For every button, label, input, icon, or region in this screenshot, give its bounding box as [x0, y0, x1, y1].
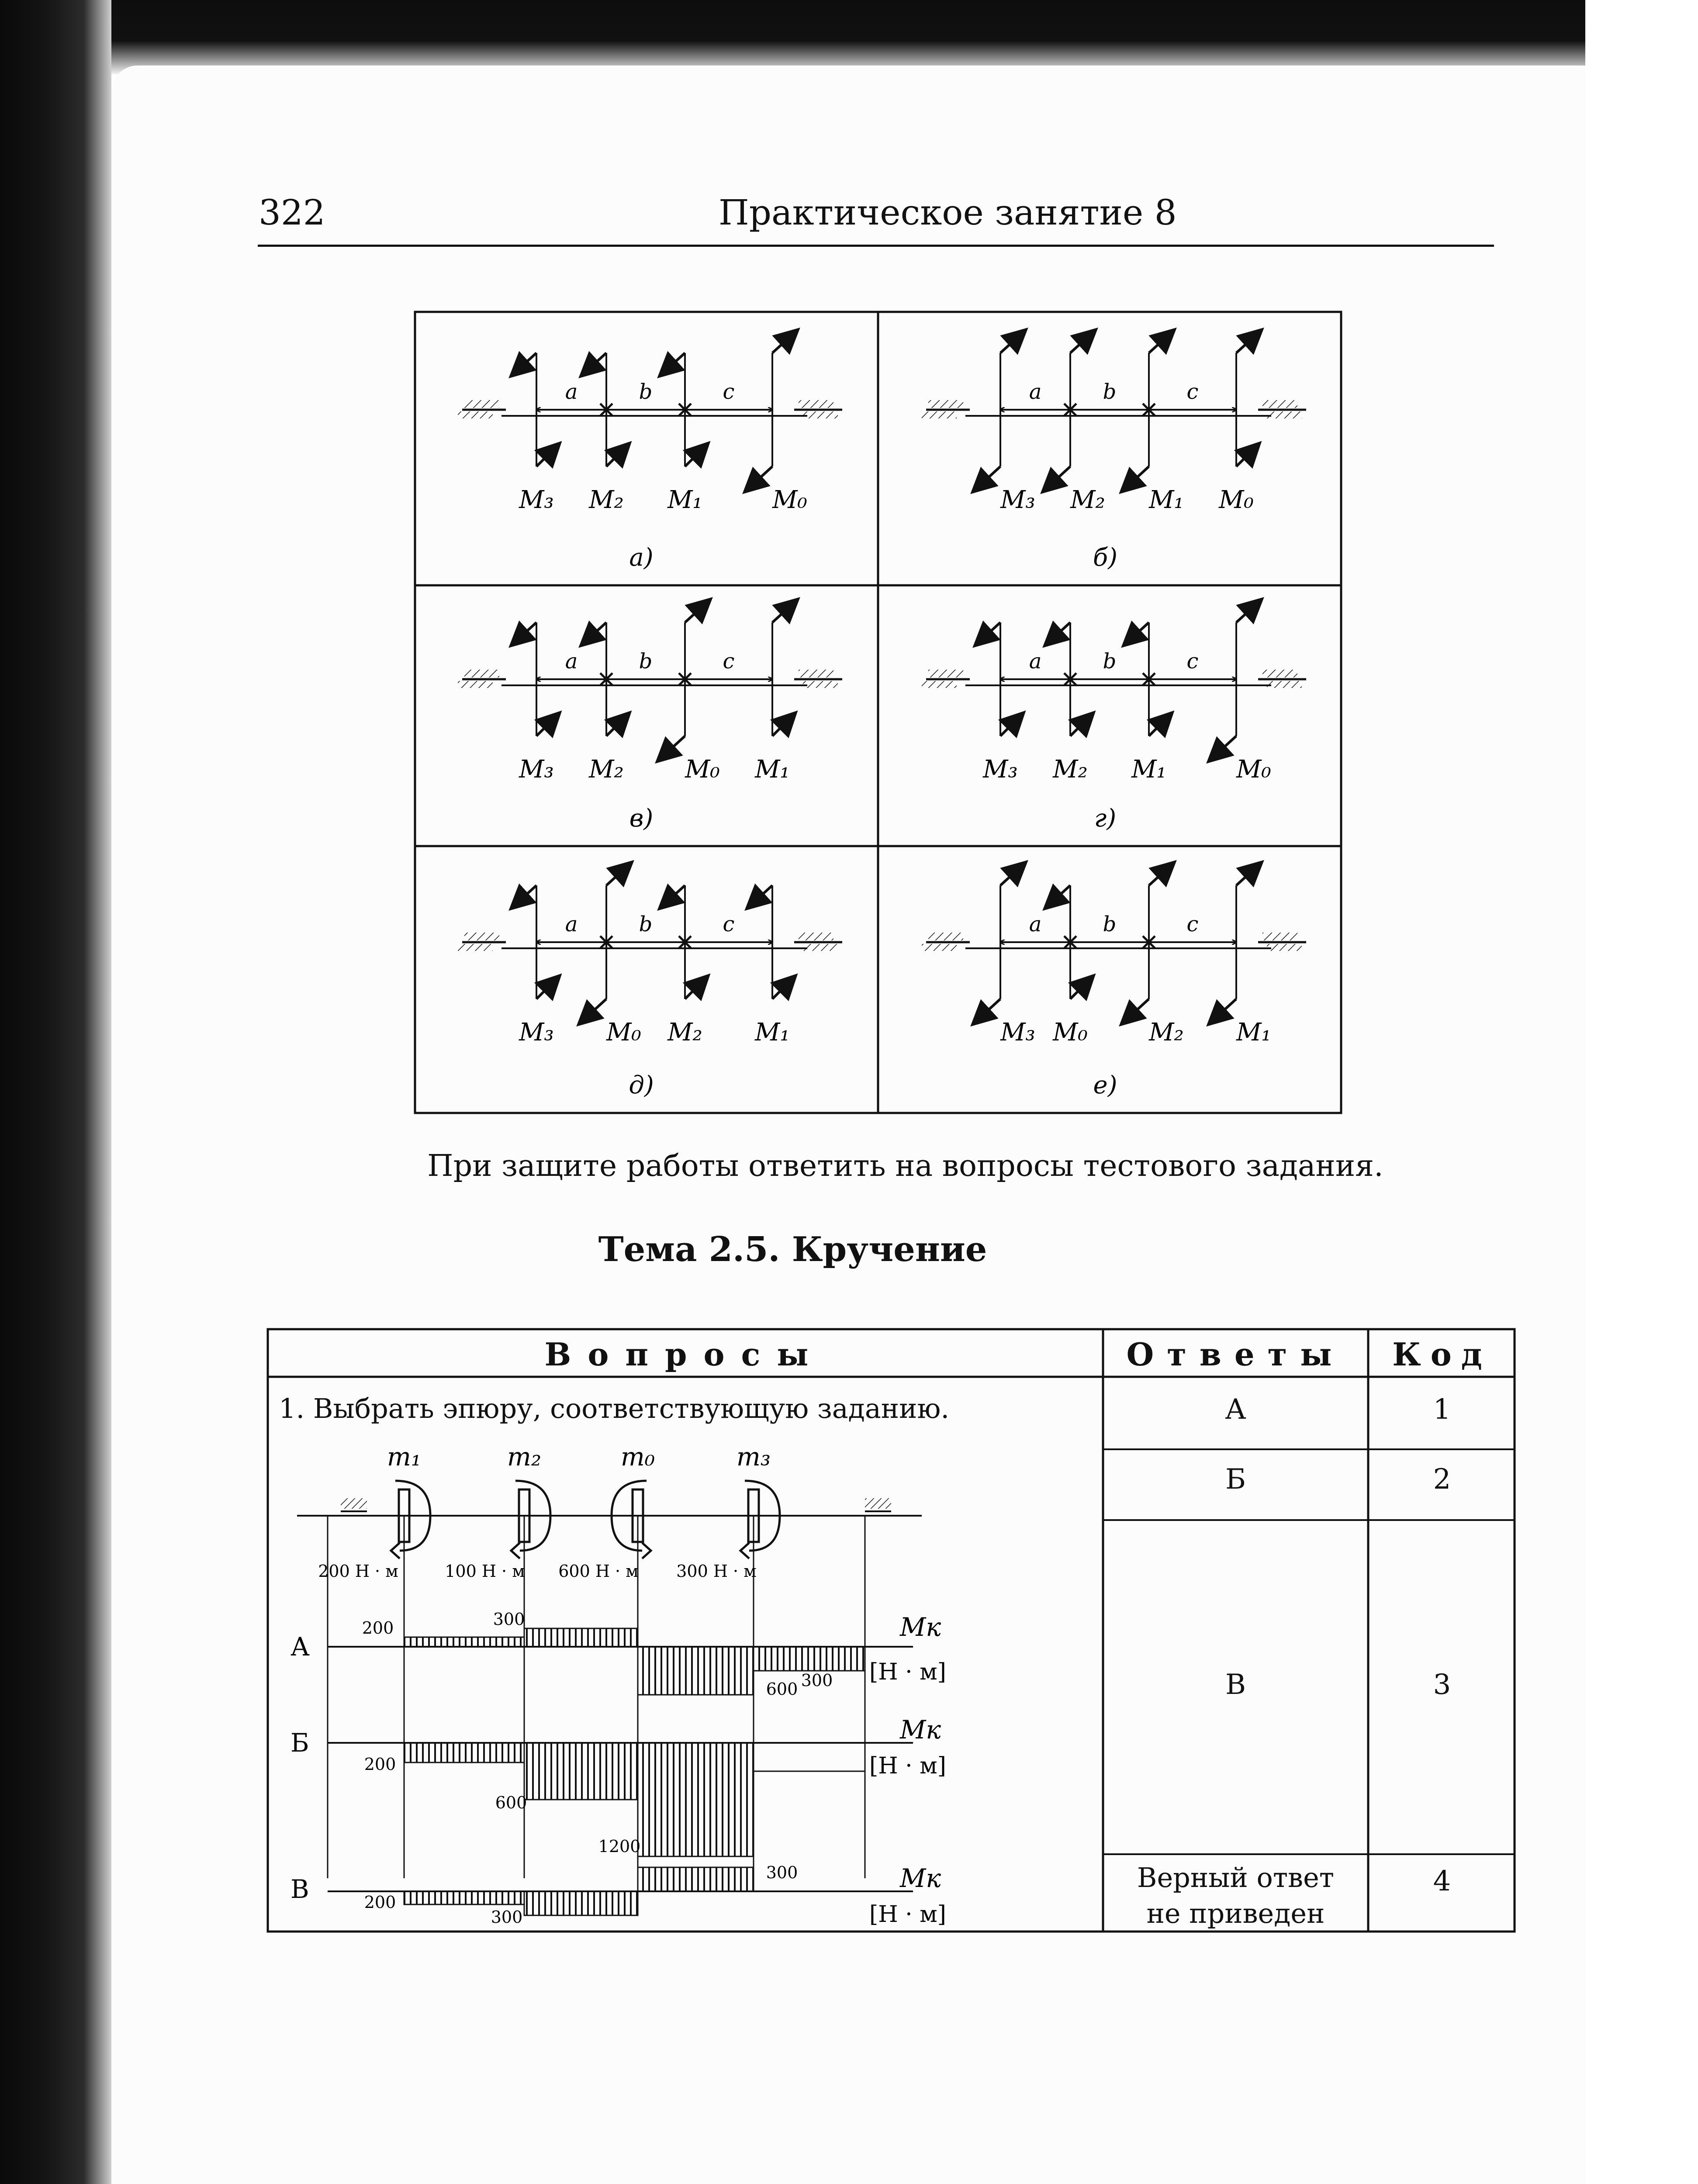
scheme-caption: е)	[1093, 1071, 1117, 1099]
diagram-v-axis-symbol: Mк	[900, 1863, 941, 1893]
test-table	[266, 1328, 1516, 1933]
moment-label: M₁	[755, 1018, 790, 1047]
moment-label: M₁	[667, 486, 702, 514]
diagram-a-value-4: 300	[801, 1671, 833, 1690]
diagram-b-value-1: 200	[364, 1755, 396, 1774]
load-value-1: 200 Н · м	[318, 1562, 398, 1581]
span-label: a	[1029, 912, 1042, 936]
instruction-text: При защите работы ответить на вопросы тестового задания.	[427, 1149, 1383, 1183]
scan-shadow-top	[111, 0, 1585, 74]
scheme-caption: в)	[629, 804, 654, 833]
diagram-a-axis-symbol: Mк	[900, 1612, 941, 1642]
span-label: a	[1029, 380, 1042, 404]
moment-label: M₁	[1236, 1018, 1271, 1047]
load-value-4: 300 Н · м	[676, 1562, 757, 1581]
torque-diagram	[290, 1441, 948, 1928]
moment-label: M₃	[519, 486, 554, 514]
header-rule	[258, 245, 1494, 247]
answer-b: Б	[1225, 1463, 1246, 1496]
diagram-b-value-3: 1200	[598, 1837, 641, 1856]
diagram-b-value-4: 300	[766, 1863, 798, 1882]
moment-label: M₂	[589, 755, 624, 784]
moment-label: M₃	[519, 1018, 554, 1047]
diagram-a-value-2: 300	[493, 1610, 525, 1629]
diagram-b-label: Б	[290, 1728, 309, 1758]
code-2: 2	[1433, 1463, 1451, 1496]
shaft-schemes-grid	[414, 311, 1342, 1114]
shaft-scheme	[458, 331, 842, 572]
load-arrowhead	[740, 1543, 749, 1559]
span-label: b	[1103, 912, 1117, 936]
load-name-m0: m₀	[620, 1442, 655, 1472]
diagram-v-value-1: 200	[364, 1893, 396, 1912]
moment-label: M₀	[1236, 755, 1271, 784]
diagram-a-value-1: 200	[362, 1618, 394, 1638]
span-label: b	[639, 380, 653, 404]
span-label: b	[1103, 380, 1117, 404]
scheme-caption: а)	[629, 543, 654, 572]
load-name-m2: m₂	[507, 1442, 542, 1472]
load-arrowhead	[511, 1543, 520, 1559]
moment-label: M₀	[685, 755, 720, 784]
span-label: c	[1186, 912, 1199, 936]
span-label: a	[565, 380, 578, 404]
moment-label: M₀	[772, 486, 807, 514]
shaft-scheme	[922, 331, 1306, 572]
moment-label: M₃	[1000, 486, 1035, 514]
span-label: c	[1186, 649, 1199, 674]
span-label: b	[639, 649, 653, 674]
moment-label: M₀	[606, 1018, 641, 1047]
span-label: c	[723, 380, 735, 404]
moment-label: M₃	[519, 755, 554, 784]
question-text: 1. Выбрать эпюру, соответствующую заданию.	[279, 1393, 950, 1424]
moment-label: M₂	[1149, 1018, 1184, 1047]
diagram-b-axis-units: [Н · м]	[869, 1753, 946, 1779]
answers-header: Ответы	[1126, 1336, 1345, 1373]
diagram-v-axis-units: [Н · м]	[869, 1901, 946, 1928]
shaft-scheme	[922, 601, 1306, 833]
diagram-b-value-2: 600	[495, 1793, 527, 1812]
moment-label: M₀	[1053, 1018, 1088, 1047]
topic-title: Тема 2.5. Кручение	[598, 1230, 987, 1269]
moment-label: M₃	[1000, 1018, 1035, 1047]
code-4: 4	[1433, 1865, 1451, 1897]
diagram-b-axis-symbol: Mк	[900, 1715, 941, 1745]
questions-header: Вопросы	[544, 1336, 825, 1373]
span-label: b	[639, 912, 653, 936]
moment-label: M₁	[1149, 486, 1184, 514]
diagram-a-value-3: 600	[766, 1679, 798, 1699]
span-label: a	[565, 912, 578, 936]
answer-none: Верный ответ не приведен	[1137, 1862, 1335, 1929]
code-3: 3	[1433, 1669, 1451, 1701]
load-value-3: 600 Н · м	[558, 1562, 639, 1581]
load-name-m1: m₁	[387, 1442, 422, 1472]
answer-v: В	[1225, 1669, 1246, 1701]
moment-label: M₂	[1070, 486, 1105, 514]
scheme-caption: г)	[1094, 804, 1117, 833]
code-1: 1	[1433, 1393, 1451, 1426]
moment-label: M₁	[755, 755, 790, 784]
moment-label: M₁	[1131, 755, 1166, 784]
diagram-v-label: В	[290, 1874, 309, 1904]
code-header: Код	[1392, 1336, 1492, 1373]
span-label: b	[1103, 649, 1117, 674]
scheme-caption: д)	[629, 1071, 654, 1099]
span-label: c	[1186, 380, 1199, 404]
diagram-a-axis-units: [Н · м]	[869, 1659, 946, 1685]
shaft-scheme	[458, 864, 842, 1099]
load-name-m3: m₃	[736, 1442, 771, 1472]
load-arrowhead	[391, 1543, 400, 1559]
scan-shadow-left	[0, 0, 111, 2184]
shaft-scheme	[458, 601, 842, 833]
moment-label: M₃	[983, 755, 1018, 784]
load-arrowhead	[642, 1543, 651, 1559]
span-label: c	[723, 649, 735, 674]
shaft-scheme	[922, 864, 1306, 1099]
moment-label: M₂	[589, 486, 624, 514]
diagram-v-value-2: 300	[491, 1908, 523, 1927]
diagram-a-label: А	[290, 1632, 310, 1662]
span-label: c	[723, 912, 735, 936]
span-label: a	[565, 649, 578, 674]
load-value-2: 100 Н · м	[445, 1562, 525, 1581]
span-label: a	[1029, 649, 1042, 674]
scheme-caption: б)	[1093, 543, 1118, 572]
moment-label: M₀	[1219, 486, 1254, 514]
running-head: Практическое занятие 8	[719, 192, 1177, 233]
moment-label: M₂	[667, 1018, 702, 1047]
answer-a: А	[1225, 1393, 1246, 1426]
page-number: 322	[259, 192, 325, 233]
moment-label: M₂	[1053, 755, 1088, 784]
